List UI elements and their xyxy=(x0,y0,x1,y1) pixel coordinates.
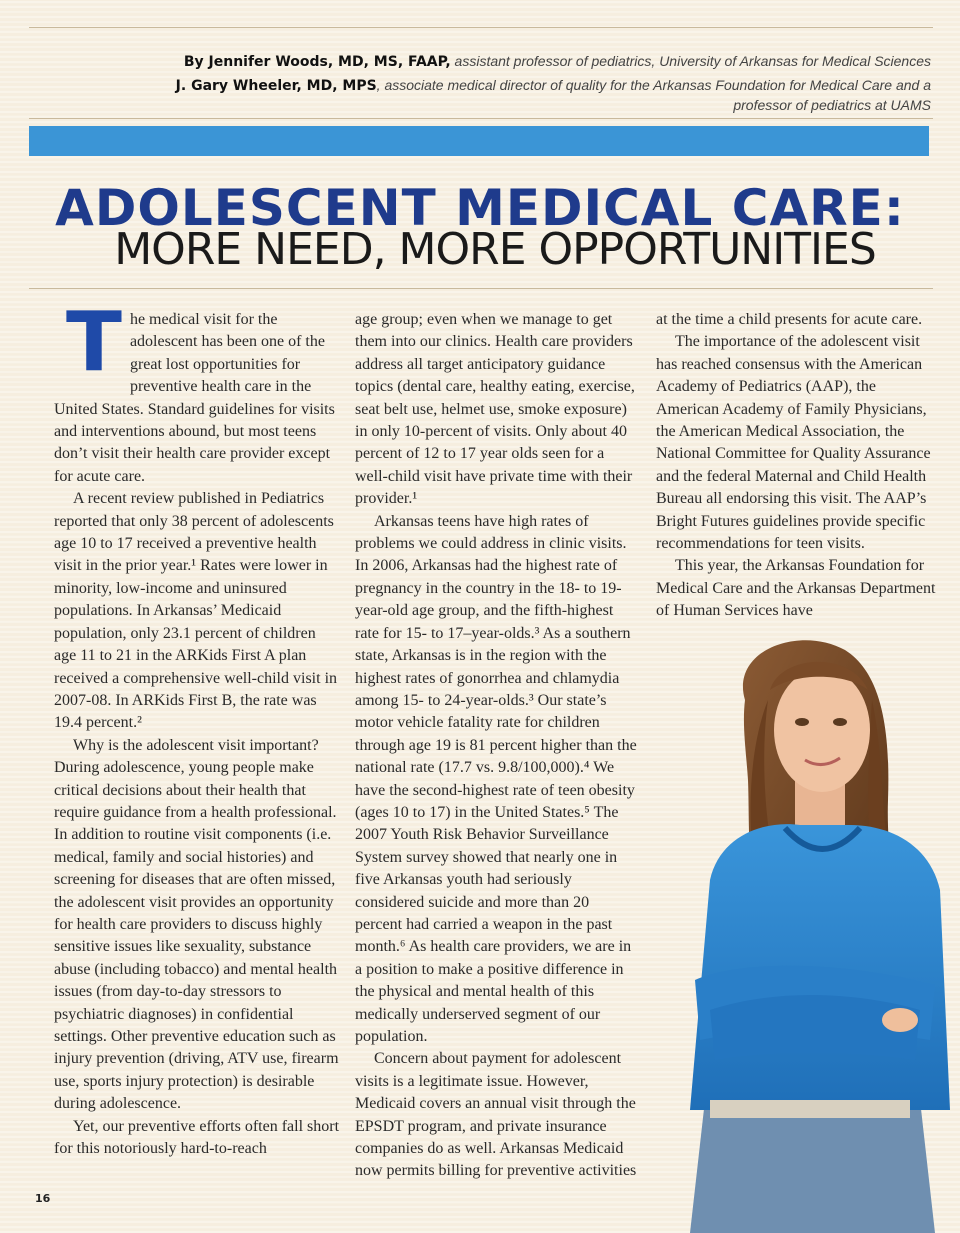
header-color-bar xyxy=(29,126,929,156)
author-2-role-line2: professor of pediatrics at UAMS xyxy=(733,97,931,113)
paragraph: Concern about payment for adolescent visits is a legitimate issue. However, Medicaid covers an annual visit through the EPSDT program, and private insurance companies do as well. Arkansas Medicaid now permits billing for preventive activities xyxy=(355,1050,637,1180)
article-column-1 xyxy=(54,295,340,1160)
paragraph: Yet, our preventive efforts often fall short for this notoriously hard-to-reach xyxy=(54,1117,340,1158)
top-rule xyxy=(29,27,933,28)
page-number: 16 xyxy=(35,1192,51,1205)
paragraph: at the time a child presents for acute care. xyxy=(656,311,923,328)
byline-author-2 xyxy=(176,76,931,116)
paragraph-text: he medical visit for the adolescent has been one of the great lost opportunities for preventive health care in the United States. Standard guidelines for visits and interventions abound, but most teens don’t visit their health care provider except for acute care. xyxy=(54,311,335,485)
author-2-role-line1: , associate medical director of quality for the Arkansas Foundation for Medical Care and a xyxy=(376,77,931,93)
article-column-3 xyxy=(656,309,939,623)
author-1-name: By Jennifer Woods, MD, MS, FAAP, xyxy=(183,54,451,70)
author-1-role: assistant professor of pediatrics, University of Arkansas for Medical Sciences xyxy=(450,53,931,69)
article-column-2 xyxy=(355,309,639,1183)
author-2-name: J. Gary Wheeler, MD, MPS xyxy=(175,78,377,94)
teen-girl-photo xyxy=(650,630,960,1233)
paragraph: This year, the Arkansas Foundation for Medical Care and the Arkansas Department of Human Services have xyxy=(656,557,936,620)
paragraph: Why is the adolescent visit important? During adolescence, young people make critical decisions about their health that require guidance from a health professional. In addition to routine visit components (i.e. medical, family and social histories) and screening for diseases that are often missed, the adolescent visit provides an opportunity for health care providers to discuss highly sensitive issues like sexuality, substance abuse (including tobacco) and mental health issues (from day-to-day stressors to psychiatric diagnoses) in confidential settings. Other preventive education such as injury prevention (driving, ATV use, firearm use, sports injury protection) is desirable during adolescence. xyxy=(54,736,339,1113)
paragraph: age group; even when we manage to get them into our clinics. Health care providers address all target anticipatory guidance topics (dental care, healthy eating, exercise, seat belt use, helmet use, smoke exposure) in only 10-percent of visits. Only about 40 percent of 12 to 17 year olds seen for a well-child visit have private time with their provider.¹ xyxy=(355,311,635,508)
paragraph xyxy=(54,295,340,488)
paragraph: Arkansas teens have high rates of problems we could address in clinic visits. In 2006, Arkansas had the highest rate of pregnancy in the country in the 18- to 19-year-old age group, and the fifth-highest rate for 15- to 17–year-olds.³ As a southern state, Arkansas is in the region with the highest rates of gonorrhea and chlamydia among 15- to 24-year-olds.³ Our state’s motor vehicle fatality rate for children through age 19 is 81 percent higher than the national rate (17.7 vs. 9.8/100,000).⁴ We have the second-highest rate of teen obesity (ages 10 to 17) in the United States.⁵ The 2007 Youth Risk Behavior Surveillance System survey showed that nearly one in five Arkansas youth had seriously considered suicide and more than 20 percent had carried a weapon in the past month.⁶ As health care providers, we are in a position to make a positive difference in the physical and mental health of this medically underserved segment of our population. xyxy=(355,512,637,1045)
article-title: ADOLESCENT MEDICAL CARE: xyxy=(55,179,905,237)
paragraph: The importance of the adolescent visit has reached consensus with the American Academy of Pediatrics (AAP), the American Academy of Family Physicians, the American Medical Association, the National Committee for Quality Assurance and the federal Maternal and Child Health Bureau all endorsing this visit. The AAP’s Bright Futures guidelines provide specific recommendations for teen visits. xyxy=(656,333,931,553)
byline-rule xyxy=(29,118,933,119)
title-rule xyxy=(29,288,933,289)
drop-cap: T xyxy=(66,295,122,390)
article-subtitle: MORE NEED, MORE OPPORTUNITIES xyxy=(114,224,876,275)
paragraph: A recent review published in Pediatrics reported that only 38 percent of adolescents age 10 to 17 received a preventive health visit in the prior year.¹ Rates were lower in minority, low-income and uninsured populations. In Arkansas’ Medicaid population, only 23.1 percent of children age 11 to 21 in the ARKids First A plan received a comprehensive well-child visit in 2007-08. In ARKids First B, the rate was 19.4 percent.² xyxy=(54,490,338,732)
byline-author-1 xyxy=(184,52,931,72)
